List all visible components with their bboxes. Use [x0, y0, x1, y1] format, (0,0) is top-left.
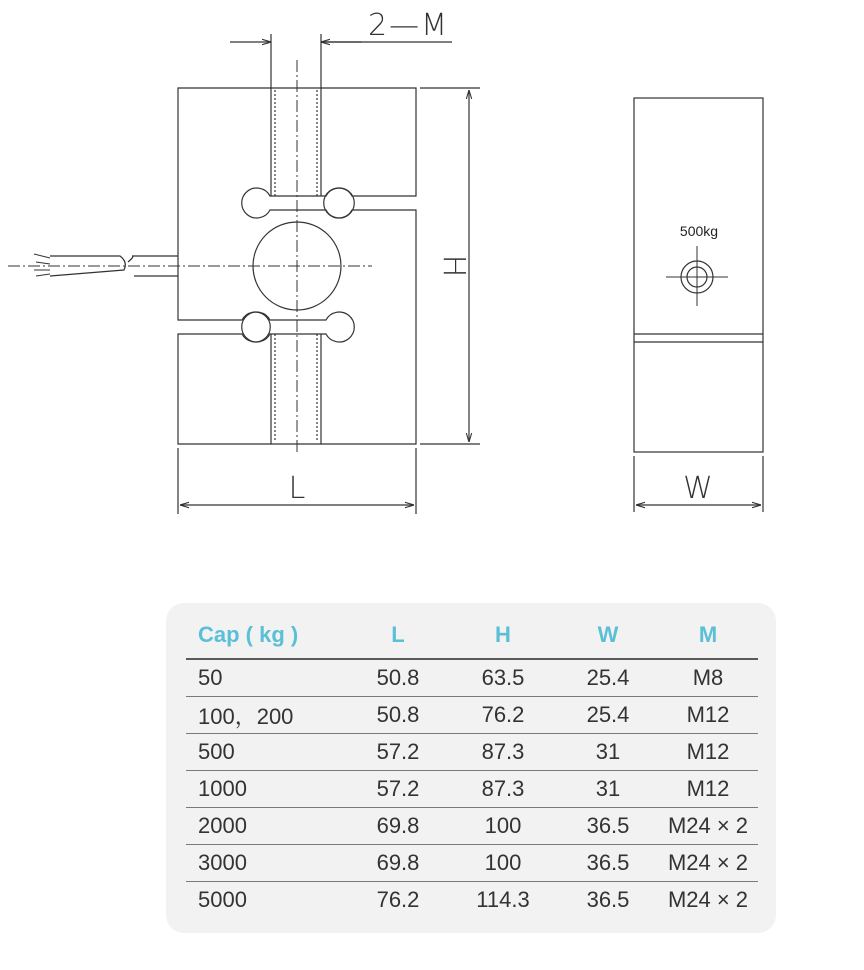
- spec-table: [186, 612, 758, 918]
- table-row: [186, 659, 758, 697]
- cell-w: 36.5: [558, 845, 658, 882]
- header-m: M: [658, 612, 758, 659]
- cell-l: 50.8: [348, 659, 448, 697]
- side-view: [634, 98, 763, 512]
- cell-cap: 5000: [198, 887, 247, 912]
- upper-slot: [242, 188, 355, 218]
- side-view-body: [634, 98, 763, 452]
- header-cap: Cap ( kg ): [186, 612, 348, 659]
- cell-l: 50.8: [348, 697, 448, 734]
- front-view: [8, 34, 480, 514]
- cell-l: 69.8: [348, 845, 448, 882]
- cell-m: M24 × 2: [658, 808, 758, 845]
- table-row: [186, 734, 758, 771]
- header-w: W: [558, 612, 658, 659]
- table-row: [186, 697, 758, 734]
- cell-cap: 1000: [186, 771, 348, 808]
- width-label: W: [683, 471, 713, 506]
- cell-m: M12: [658, 771, 758, 808]
- table-row: [186, 845, 758, 882]
- header-h: H: [448, 612, 558, 659]
- cell-cap: 50: [186, 659, 348, 697]
- cell-w: 25.4: [558, 659, 658, 697]
- cell-l: 69.8: [348, 808, 448, 845]
- table-row: [186, 808, 758, 845]
- cell-h: 76.2: [448, 697, 558, 734]
- cell-l: 76.2: [376, 887, 420, 912]
- cell-m: M24 × 2: [667, 887, 749, 912]
- cell-cap: 500: [186, 734, 348, 771]
- cell-w: 31: [558, 734, 658, 771]
- cell-w: 31: [558, 771, 658, 808]
- length-label: L: [288, 471, 306, 506]
- spec-header-row: [186, 612, 758, 659]
- cell-h: 87.3: [448, 771, 558, 808]
- header-l: L: [348, 612, 448, 659]
- cell-h: 100: [448, 808, 558, 845]
- cell-w: 25.4: [558, 697, 658, 734]
- height-label: H: [436, 254, 471, 278]
- cell-w: 36.5: [558, 808, 658, 845]
- cell-h: 100: [448, 845, 558, 882]
- cell-m: M12: [658, 697, 758, 734]
- cell-m: M8: [658, 659, 758, 697]
- capacity-mark: 500kg: [679, 223, 719, 239]
- cell-h: 114.3: [476, 887, 530, 912]
- table-row: [186, 771, 758, 808]
- cell-cap: 100，200: [186, 697, 348, 734]
- cell-cap: 2000: [186, 808, 348, 845]
- cell-l: 57.2: [348, 771, 448, 808]
- table-row: [186, 882, 758, 919]
- cell-cap: 3000: [186, 845, 348, 882]
- lower-slot: [242, 312, 355, 342]
- cell-h: 63.5: [448, 659, 558, 697]
- cell-h: 87.3: [448, 734, 558, 771]
- cell-m: M24 × 2: [658, 845, 758, 882]
- cell-m: M12: [658, 734, 758, 771]
- thread-label: 2—M: [368, 8, 449, 43]
- cell-w: 36.5: [586, 887, 630, 912]
- cell-l: 57.2: [348, 734, 448, 771]
